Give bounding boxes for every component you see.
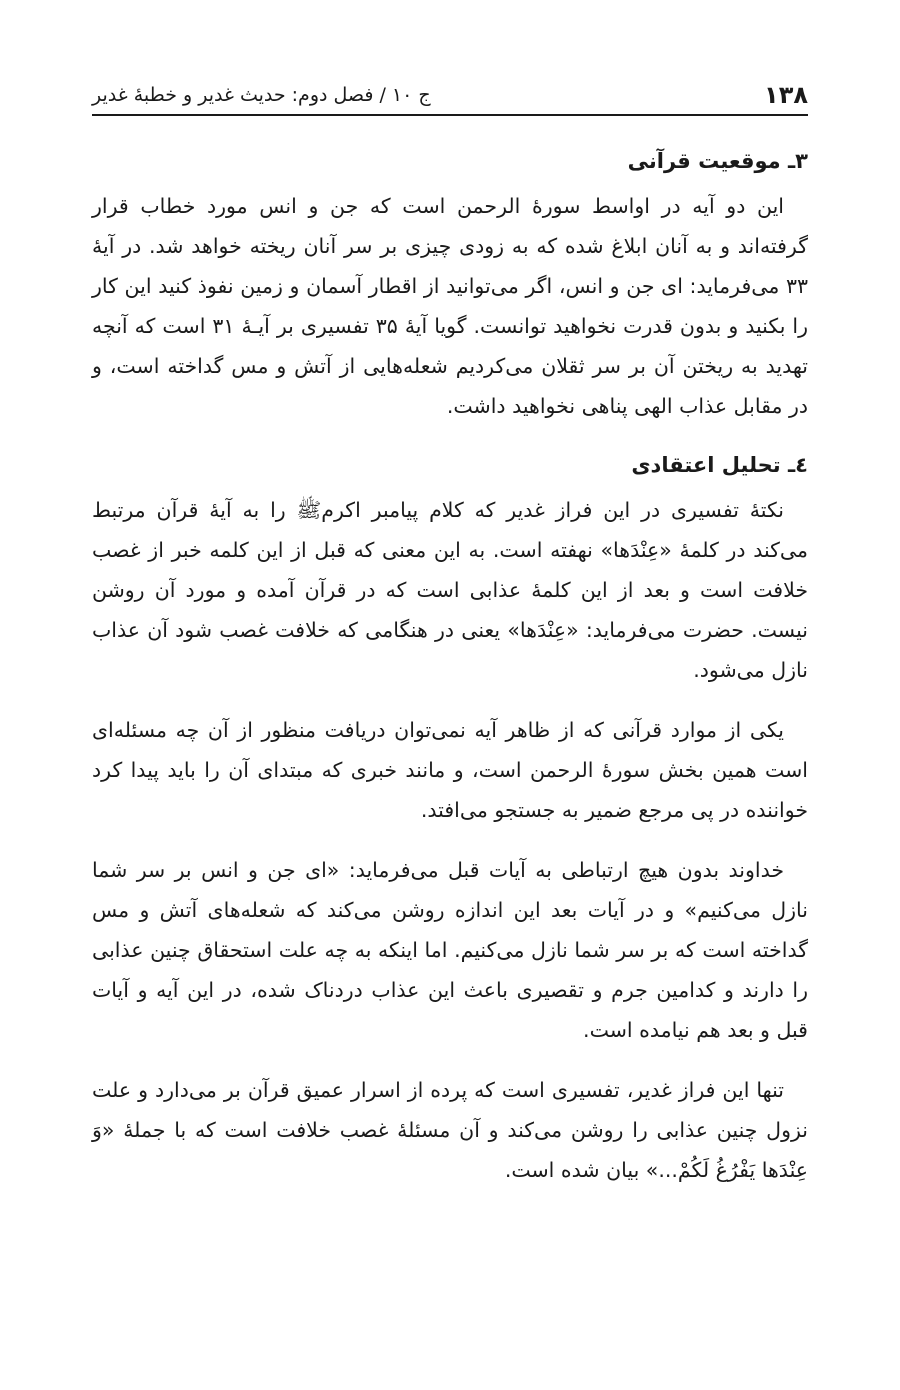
header-rule	[92, 114, 808, 116]
page-body	[92, 136, 808, 1190]
page-header	[92, 70, 808, 110]
section-heading-doctrinal-analysis: ٤ـ تحلیل اعتقادی	[631, 453, 808, 477]
running-title: ج ۱۰ / فصل دوم: حدیث غدیر و خطبهٔ غدیر	[92, 84, 431, 106]
paragraph: یکی از موارد قرآنی که از ظاهر آیه نمی‌توان دریافت منظور از آن چه مسئله‌ای است همین بخش سورهٔ الرحمن است، و مانند خبری که مبتدای آن را باید پیدا کرد خواننده در پی مرجع ضمیر به جستجو می‌افتد.	[92, 718, 808, 822]
paragraph: تنها این فراز غدیر، تفسیری است که پرده از اسرار عمیق قرآن بر می‌دارد و علت نزول چنین عذابی را روشن می‌کند و آن مسئلهٔ غصب خلافت است که با جملهٔ «وَ عِنْدَها یَفْرُغُ لَکُمْ...» بیان شده است.	[92, 1078, 808, 1182]
section-heading-quranic-position: ۳ـ موقعیت قرآنی	[627, 149, 808, 173]
page-number: ۱۳۸	[764, 81, 808, 109]
paragraph: خداوند بدون هیچ ارتباطی به آیات قبل می‌فرماید: «ای جن و انس بر سر شما نازل می‌کنیم» و در آیات بعد این اندازه روشن می‌کند که شعله‌های آتش و مس گداخته است که بر سر شما نازل می‌کنیم. اما اینکه به چه علت استحقاق چنین عذابی را دارند و کدامین جرم و تقصیری باعث این عذاب دردناک شده، در این آیه و آیات قبل و بعد هم نیامده است.	[92, 858, 808, 1042]
paragraph: این دو آیه در اواسط سورهٔ الرحمن است که جن و انس مورد خطاب قرار گرفته‌اند و به آنان ابلاغ شده که به زودی چیزی بر سر آنان ریخته خواهد شد. در آیهٔ ۳۳ می‌فرماید: ای جن و انس، اگر می‌توانید از اقطار آسمان و زمین نفوذ کنید این کار را بکنید و بدون قدرت نخواهید توانست. گویا آیهٔ ۳۵ تفسیری بر آیـهٔ ۳۱ است که آنچه تهدید به ریختن آن بر سر ثقلان می‌کردیم شعله‌هایی از آتش و مس گداخته است، و در مقابل عذاب الهی پناهی نخواهید داشت.	[92, 194, 808, 418]
paragraph: نکتهٔ تفسیری در این فراز غدیر که کلام پیامبر اکرمﷺ را به آیهٔ قرآن مرتبط می‌کند در کلمهٔ «عِنْدَها» نهفته است. به این معنی که قبل از این کلمه خبر از غصب خلافت است و بعد از این کلمهٔ عذابی است که در قرآن آمده و مورد آن روشن نیست. حضرت می‌فرماید: «عِنْدَها» یعنی در هنگامی که خلافت غصب شود آن عذاب نازل می‌شود.	[92, 498, 808, 682]
